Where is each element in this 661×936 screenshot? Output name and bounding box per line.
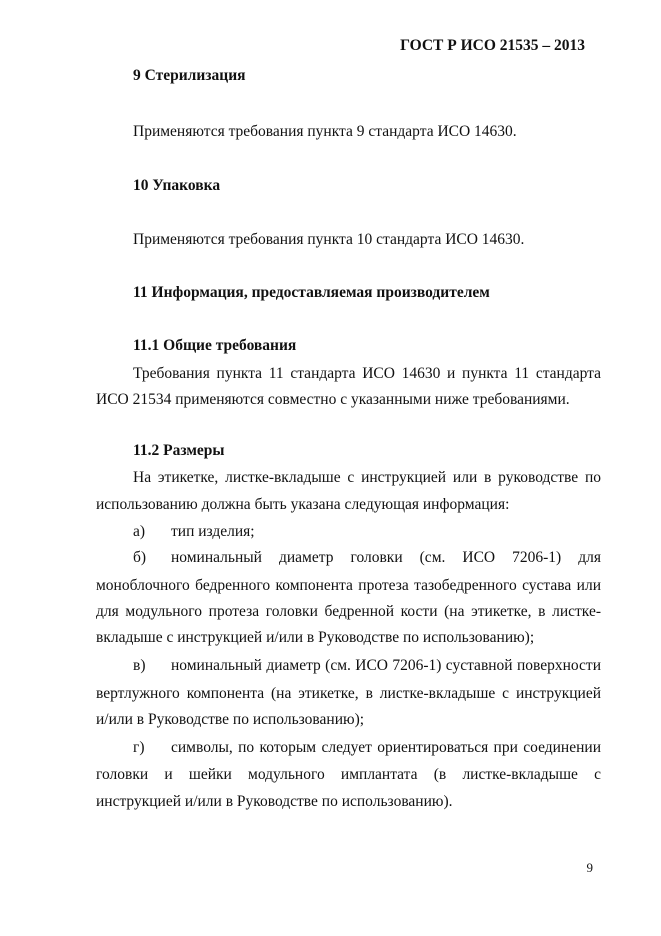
list-item-c-line2: вертлужного компонента (на этикетке, в листке-вкладыше с инструкцией <box>96 685 601 702</box>
list-marker-d: г) <box>133 739 145 756</box>
page-number: 9 <box>586 860 593 875</box>
list-item-d-line2: головки и шейки модульного имплантата (в листке-вкладыше с <box>96 766 601 783</box>
section-11-heading: 11 Информация, предоставляемая производителем <box>133 284 490 301</box>
list-item-b <box>133 549 601 567</box>
list-item-a <box>133 523 255 541</box>
list-marker-a: а) <box>133 523 146 540</box>
list-item-d-line1: символы, по которым следует ориентироваться при соединении <box>171 739 601 756</box>
section-11-1-heading: 11.1 Общие требования <box>133 337 297 354</box>
list-item-b-line2: моноблочного бедренного компонента протеза тазобедренного сустава или <box>96 577 601 594</box>
section-10-text: Применяются требования пункта 10 стандарта ИСО 14630. <box>133 231 525 248</box>
section-9-heading: 9 Стерилизация <box>133 67 246 84</box>
list-marker-b: б) <box>133 549 147 566</box>
list-item-c-line1: номинальный диаметр (см. ИСО 7206-1) суставной поверхности <box>171 657 601 674</box>
section-9-text: Применяются требования пункта 9 стандарта ИСО 14630. <box>133 123 517 140</box>
section-10-heading: 10 Упаковка <box>133 177 221 194</box>
list-item-b-line4: вкладыше с инструкцией и/или в Руководстве по использованию); <box>96 629 535 646</box>
list-item-a-text: тип изделия; <box>171 523 255 540</box>
section-11-1-line2: ИСО 21534 применяются совместно с указанными ниже требованиями. <box>96 391 570 408</box>
list-marker-c: в) <box>133 657 146 674</box>
list-item-d-line3: инструкцией и/или в Руководстве по использованию). <box>96 793 453 810</box>
list-item-c-line3: и/или в Руководстве по использованию); <box>96 711 365 728</box>
list-item-d <box>133 739 601 757</box>
section-11-2-intro-line2: использованию должна быть указана следующая информация: <box>96 496 510 513</box>
section-11-2-intro-line1: На этикетке, листке-вкладыше с инструкцией или в руководстве по <box>133 469 601 486</box>
list-item-c <box>133 657 601 675</box>
section-11-1-line1: Требования пункта 11 стандарта ИСО 14630 и пункта 11 стандарта <box>133 365 601 382</box>
standard-header: ГОСТ Р ИСО 21535 – 2013 <box>400 37 585 54</box>
list-item-b-line1: номинальный диаметр головки (см. ИСО 7206-1) для <box>171 549 601 566</box>
section-11-2-heading: 11.2 Размеры <box>133 442 225 459</box>
list-item-b-line3: для модульного протеза головки бедренной кости (на этикетке, в листке- <box>96 603 601 620</box>
